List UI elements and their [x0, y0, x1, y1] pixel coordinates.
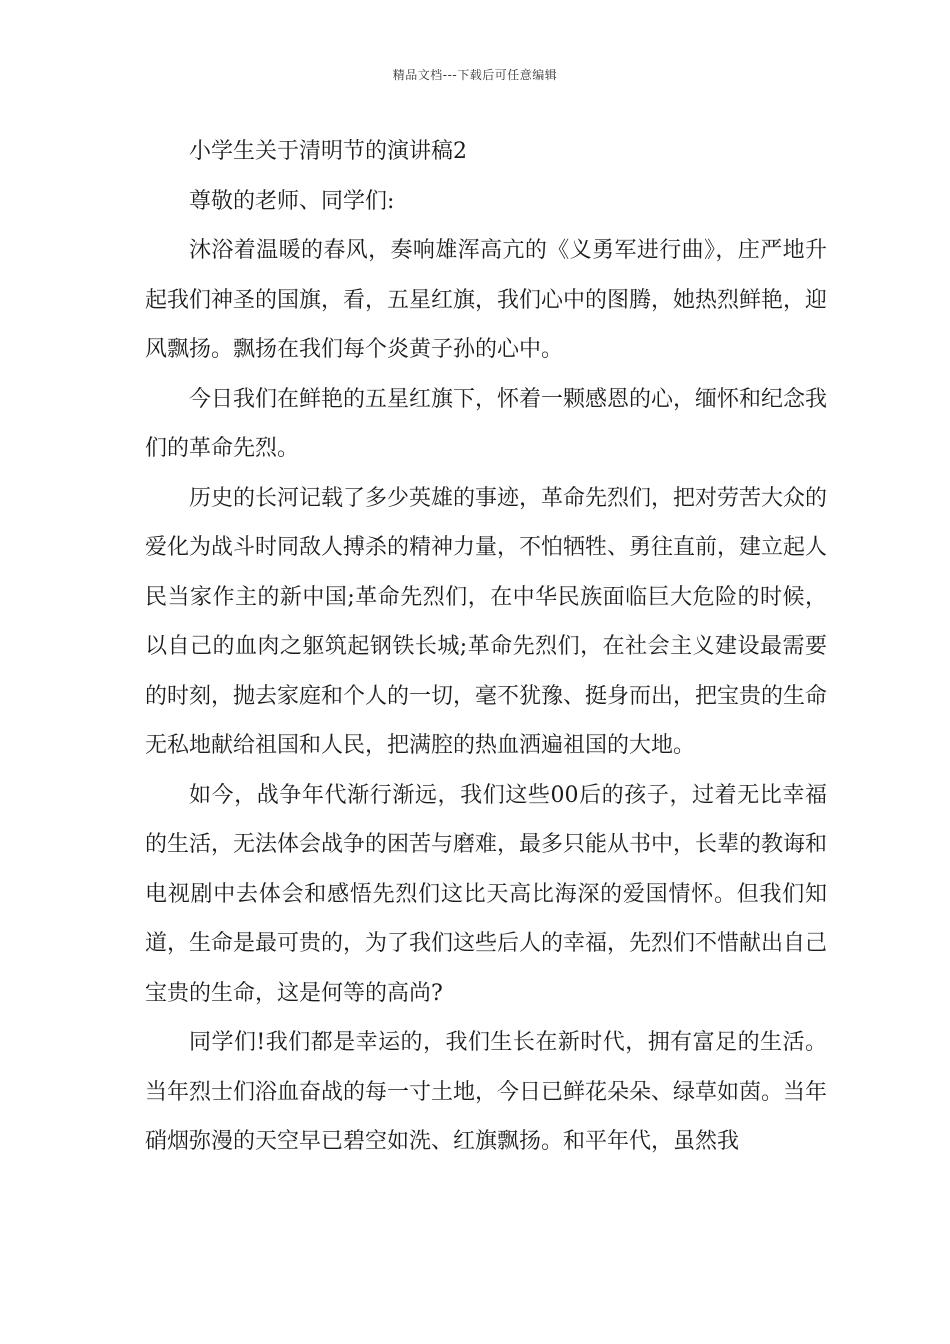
document-title: 小学生关于清明节的演讲稿2	[189, 139, 467, 164]
paragraph: 沐浴着温暖的春风，奏响雄浑高亢的《义勇军进行曲》，庄严地升起我们神圣的国旗，看，五星红旗，我们心中的图腾，她热烈鲜艳，迎风飘扬。飘扬在我们每个炎黄子孙的心中。	[145, 238, 828, 362]
paragraph-salutation: 尊敬的老师、同学们:	[189, 188, 395, 214]
paragraph: 同学们!我们都是幸运的，我们生长在新时代，拥有富足的生活。当年烈士们浴血奋战的每一寸土地，今日已鲜花朵朵、绿草如茵。当年硝烟弥漫的天空早已碧空如洗、红旗飘扬。和平年代，虽然我	[145, 1030, 828, 1154]
paragraph: 如今，战争年代渐行渐远，我们这些00后的孩子，过着无比幸福的生活，无法体会战争的困苦与磨难，最多只能从书中，长辈的教诲和电视剧中去体会和感悟先烈们这比天高比海深的爱国情怀。但我们知道，生命是最可贵的，为了我们这些后人的幸福，先烈们不惜献出自己宝贵的生命，这是何等的高尚?	[145, 782, 828, 1006]
document-body	[145, 127, 827, 1167]
paragraph: 历史的长河记载了多少英雄的事迹，革命先烈们，把对劳苦大众的爱化为战斗时同敌人搏杀的精神力量，不怕牺牲、勇往直前，建立起人民当家作主的新中国;革命先烈们，在中华民族面临巨大危险的时候，以自己的血肉之躯筑起钢铁长城;革命先烈们，在社会主义建设最需要的时刻，抛去家庭和个人的一切，毫不犹豫、挺身而出，把宝贵的生命无私地献给祖国和人民，把满腔的热血洒遍祖国的大地。	[145, 485, 828, 758]
page-header: 精品文档---下载后可任意编辑	[392, 68, 558, 82]
paragraph: 今日我们在鲜艳的五星红旗下，怀着一颗感恩的心，缅怀和纪念我们的革命先烈。	[145, 386, 828, 461]
